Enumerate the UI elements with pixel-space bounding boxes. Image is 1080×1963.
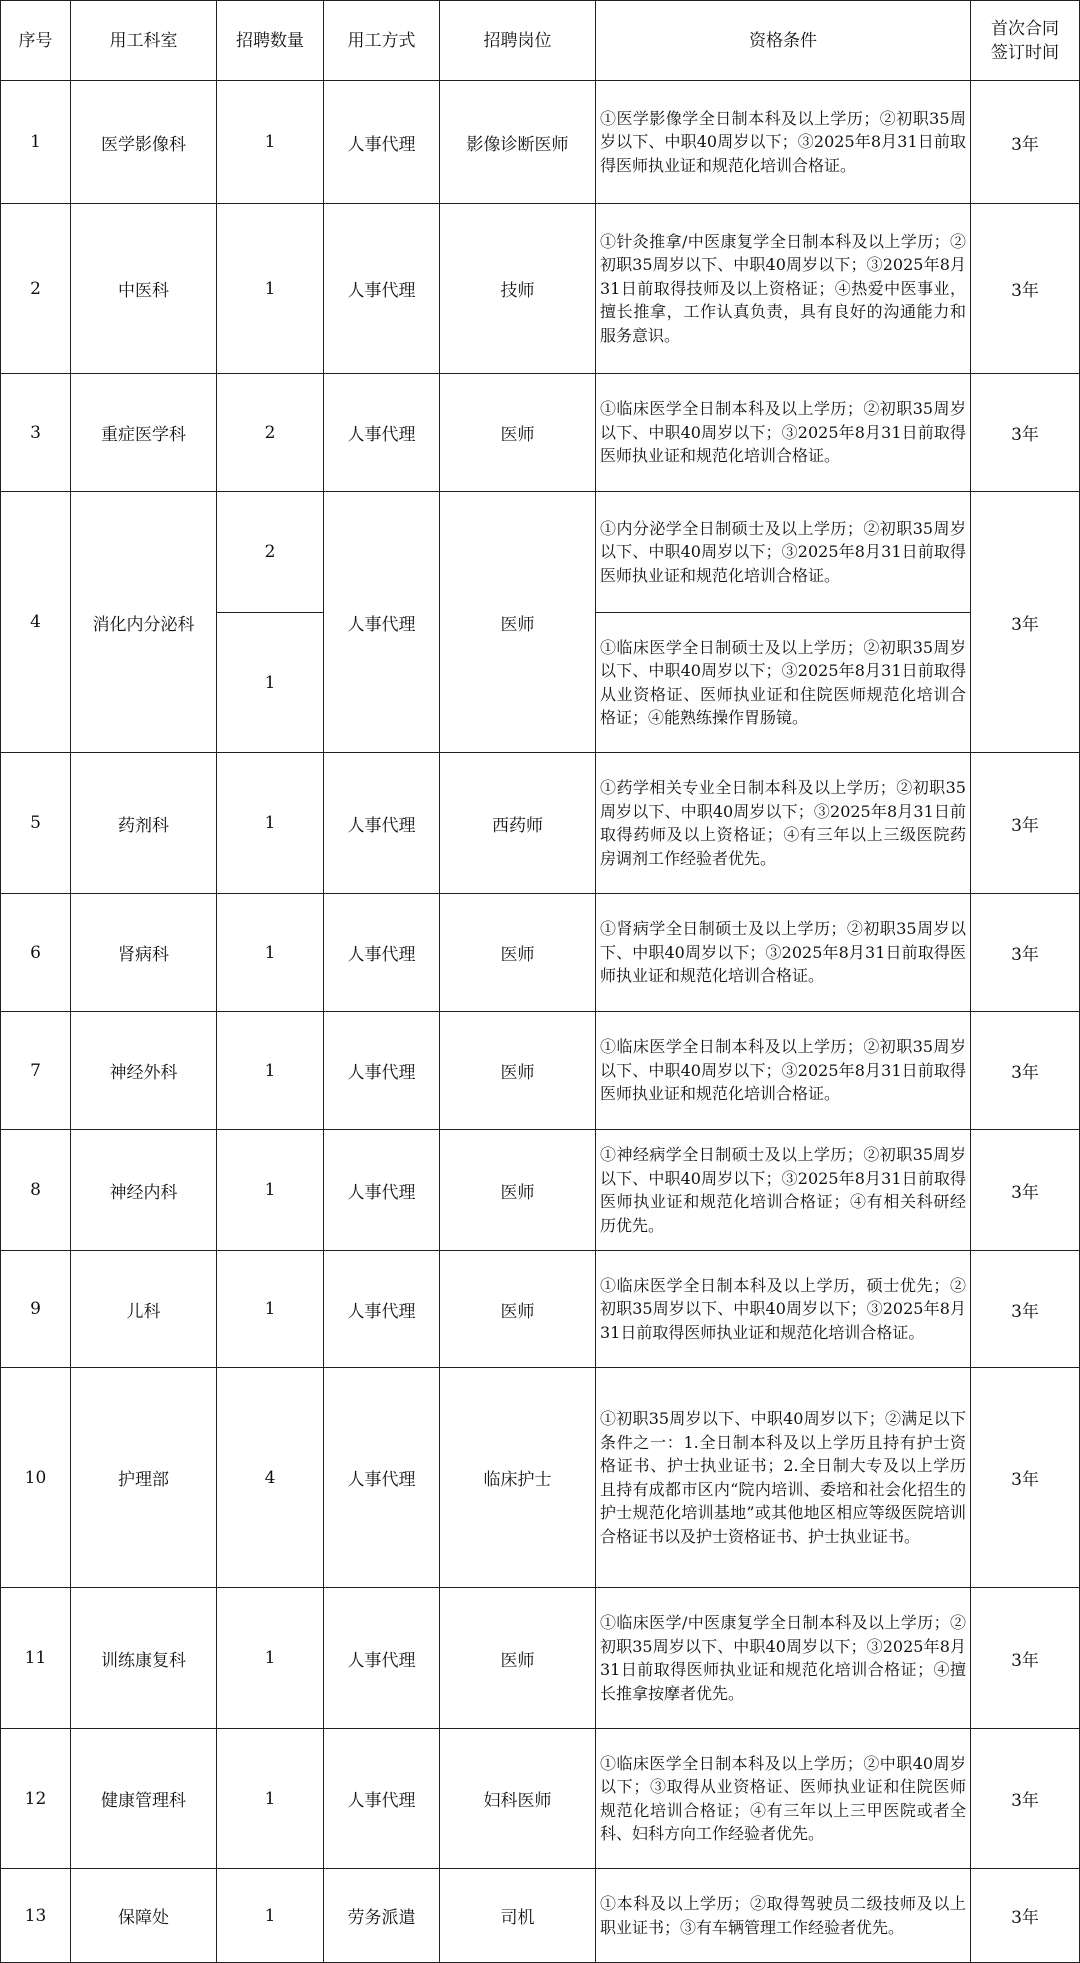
- row-contract-term: 3年: [971, 1368, 1080, 1588]
- table-row: [1, 492, 1080, 613]
- row-requirements: ①内分泌学全日制硕士及以上学历；②初职35周岁以下、中职40周岁以下；③2025年8月31日前取得医师执业证和规范化培训合格证。: [596, 492, 971, 613]
- row-department: 神经外科: [71, 1012, 217, 1130]
- row-employment-type: 人事代理: [324, 1130, 440, 1251]
- row-count: 1: [217, 1869, 324, 1963]
- row-requirements: ①临床医学全日制硕士及以上学历；②初职35周岁以下、中职40周岁以下；③2025年8月31日前取得从业资格证、医师执业证和住院医师规范化培训合格证；④能熟练操作胃肠镜。: [596, 613, 971, 753]
- row-contract-term: 3年: [971, 1251, 1080, 1368]
- row-count: 1: [217, 613, 324, 753]
- table-row: [1, 81, 1080, 204]
- row-count: 1: [217, 81, 324, 204]
- table-row: [1, 204, 1080, 374]
- header-contract-term: [971, 1, 1080, 81]
- row-requirements: ①临床医学/中医康复学全日制本科及以上学历；②初职35周岁以下、中职40周岁以下；③2025年8月31日前取得医师执业证和规范化培训合格证；④擅长推拿按摩者优先。: [596, 1588, 971, 1729]
- row-employment-type: 人事代理: [324, 1368, 440, 1588]
- table-row: [1, 374, 1080, 492]
- row-employment-type: 人事代理: [324, 1729, 440, 1869]
- row-contract-term: 3年: [971, 1588, 1080, 1729]
- row-index: 8: [1, 1130, 71, 1251]
- row-count: 1: [217, 1729, 324, 1869]
- header-position: 招聘岗位: [440, 1, 596, 81]
- row-employment-type: 人事代理: [324, 1251, 440, 1368]
- row-position: 医师: [440, 1588, 596, 1729]
- row-requirements: ①本科及以上学历；②取得驾驶员二级技师及以上职业证书；③有车辆管理工作经验者优先。: [596, 1869, 971, 1963]
- row-position: 医师: [440, 492, 596, 753]
- row-employment-type: 人事代理: [324, 1588, 440, 1729]
- row-contract-term: 3年: [971, 374, 1080, 492]
- table-row: [1, 1588, 1080, 1729]
- row-department: 训练康复科: [71, 1588, 217, 1729]
- row-department: 神经内科: [71, 1130, 217, 1251]
- row-index: 13: [1, 1869, 71, 1963]
- header-employment-type: 用工方式: [324, 1, 440, 81]
- row-position: 医师: [440, 1251, 596, 1368]
- row-department: 重症医学科: [71, 374, 217, 492]
- table-header-row: [1, 1, 1080, 81]
- row-index: 12: [1, 1729, 71, 1869]
- row-contract-term: 3年: [971, 894, 1080, 1012]
- row-contract-term: 3年: [971, 204, 1080, 374]
- row-requirements: ①临床医学全日制本科及以上学历；②初职35周岁以下、中职40周岁以下；③2025年8月31日前取得医师执业证和规范化培训合格证。: [596, 374, 971, 492]
- row-position: 医师: [440, 1130, 596, 1251]
- table-row: [1, 1130, 1080, 1251]
- table-row: [1, 894, 1080, 1012]
- header-count: 招聘数量: [217, 1, 324, 81]
- row-department: 肾病科: [71, 894, 217, 1012]
- row-count: 2: [217, 492, 324, 613]
- row-index: 5: [1, 753, 71, 894]
- row-requirements: ①肾病学全日制硕士及以上学历；②初职35周岁以下、中职40周岁以下；③2025年8月31日前取得医师执业证和规范化培训合格证。: [596, 894, 971, 1012]
- header-index: 序号: [1, 1, 71, 81]
- row-contract-term: 3年: [971, 753, 1080, 894]
- row-position: 妇科医师: [440, 1729, 596, 1869]
- row-index: 2: [1, 204, 71, 374]
- row-requirements: ①神经病学全日制硕士及以上学历；②初职35周岁以下、中职40周岁以下；③2025年8月31日前取得医师执业证和规范化培训合格证；④有相关科研经历优先。: [596, 1130, 971, 1251]
- row-contract-term: 3年: [971, 1012, 1080, 1130]
- row-position: 医师: [440, 374, 596, 492]
- row-department: 儿科: [71, 1251, 217, 1368]
- row-department: 医学影像科: [71, 81, 217, 204]
- row-department: 药剂科: [71, 753, 217, 894]
- row-requirements: ①医学影像学全日制本科及以上学历；②初职35周岁以下、中职40周岁以下；③2025年8月31日前取得医师执业证和规范化培训合格证。: [596, 81, 971, 204]
- row-position: 技师: [440, 204, 596, 374]
- row-employment-type: 劳务派遣: [324, 1869, 440, 1963]
- row-employment-type: 人事代理: [324, 1012, 440, 1130]
- row-employment-type: 人事代理: [324, 374, 440, 492]
- row-requirements: ①临床医学全日制本科及以上学历；②初职35周岁以下、中职40周岁以下；③2025年8月31日前取得医师执业证和规范化培训合格证。: [596, 1012, 971, 1130]
- row-position: 影像诊断医师: [440, 81, 596, 204]
- row-index: 9: [1, 1251, 71, 1368]
- row-position: 西药师: [440, 753, 596, 894]
- row-count: 1: [217, 753, 324, 894]
- row-index: 6: [1, 894, 71, 1012]
- row-department: 消化内分泌科: [71, 492, 217, 753]
- row-requirements: ①初职35周岁以下、中职40周岁以下；②满足以下条件之一：1.全日制本科及以上学历且持有护士资格证书、护士执业证书；2.全日制大专及以上学历且持有成都市区内“院内培训、委培和社会化招生的护士规范化培训基地”或其他地区相应等级医院培训合格证书以及护士资格证书、护士执业证书。: [596, 1368, 971, 1588]
- table-row: [1, 1869, 1080, 1963]
- table-row: [1, 1012, 1080, 1130]
- row-department: 护理部: [71, 1368, 217, 1588]
- row-employment-type: 人事代理: [324, 492, 440, 753]
- row-index: 7: [1, 1012, 71, 1130]
- row-count: 1: [217, 1130, 324, 1251]
- row-employment-type: 人事代理: [324, 204, 440, 374]
- row-position: 临床护士: [440, 1368, 596, 1588]
- row-index: 4: [1, 492, 71, 753]
- row-requirements: ①药学相关专业全日制本科及以上学历；②初职35周岁以下、中职40周岁以下；③2025年8月31日前取得药师及以上资格证；④有三年以上三级医院药房调剂工作经验者优先。: [596, 753, 971, 894]
- row-position: 司机: [440, 1869, 596, 1963]
- row-department: 保障处: [71, 1869, 217, 1963]
- row-index: 3: [1, 374, 71, 492]
- row-count: 1: [217, 1588, 324, 1729]
- table-row: [1, 1729, 1080, 1869]
- row-employment-type: 人事代理: [324, 81, 440, 204]
- row-department: 健康管理科: [71, 1729, 217, 1869]
- row-index: 10: [1, 1368, 71, 1588]
- row-count: 1: [217, 204, 324, 374]
- row-requirements: ①临床医学全日制本科及以上学历；②中职40周岁以下；③取得从业资格证、医师执业证和住院医师规范化培训合格证；④有三年以上三甲医院或者全科、妇科方向工作经验者优先。: [596, 1729, 971, 1869]
- row-requirements: ①针灸推拿/中医康复学全日制本科及以上学历；②初职35周岁以下、中职40周岁以下；③2025年8月31日前取得技师及以上资格证；④热爱中医事业，擅长推拿，工作认真负责，具有良好的沟通能力和服务意识。: [596, 204, 971, 374]
- row-position: 医师: [440, 894, 596, 1012]
- row-index: 1: [1, 81, 71, 204]
- row-contract-term: 3年: [971, 492, 1080, 753]
- row-contract-term: 3年: [971, 81, 1080, 204]
- row-count: 2: [217, 374, 324, 492]
- row-index: 11: [1, 1588, 71, 1729]
- row-requirements: ①临床医学全日制本科及以上学历，硕士优先；②初职35周岁以下、中职40周岁以下；③2025年8月31日前取得医师执业证和规范化培训合格证。: [596, 1251, 971, 1368]
- header-department: 用工科室: [71, 1, 217, 81]
- table-row: [1, 1368, 1080, 1588]
- row-employment-type: 人事代理: [324, 894, 440, 1012]
- row-contract-term: 3年: [971, 1729, 1080, 1869]
- row-count: 1: [217, 894, 324, 1012]
- row-employment-type: 人事代理: [324, 753, 440, 894]
- row-count: 4: [217, 1368, 324, 1588]
- row-count: 1: [217, 1251, 324, 1368]
- row-contract-term: 3年: [971, 1130, 1080, 1251]
- row-department: 中医科: [71, 204, 217, 374]
- header-contract-line1: 首次合同: [991, 18, 1059, 39]
- header-contract-line2: 签订时间: [991, 42, 1059, 63]
- row-count: 1: [217, 1012, 324, 1130]
- header-requirements: 资格条件: [596, 1, 971, 81]
- table-row: [1, 1251, 1080, 1368]
- table-row: [1, 753, 1080, 894]
- row-contract-term: 3年: [971, 1869, 1080, 1963]
- row-position: 医师: [440, 1012, 596, 1130]
